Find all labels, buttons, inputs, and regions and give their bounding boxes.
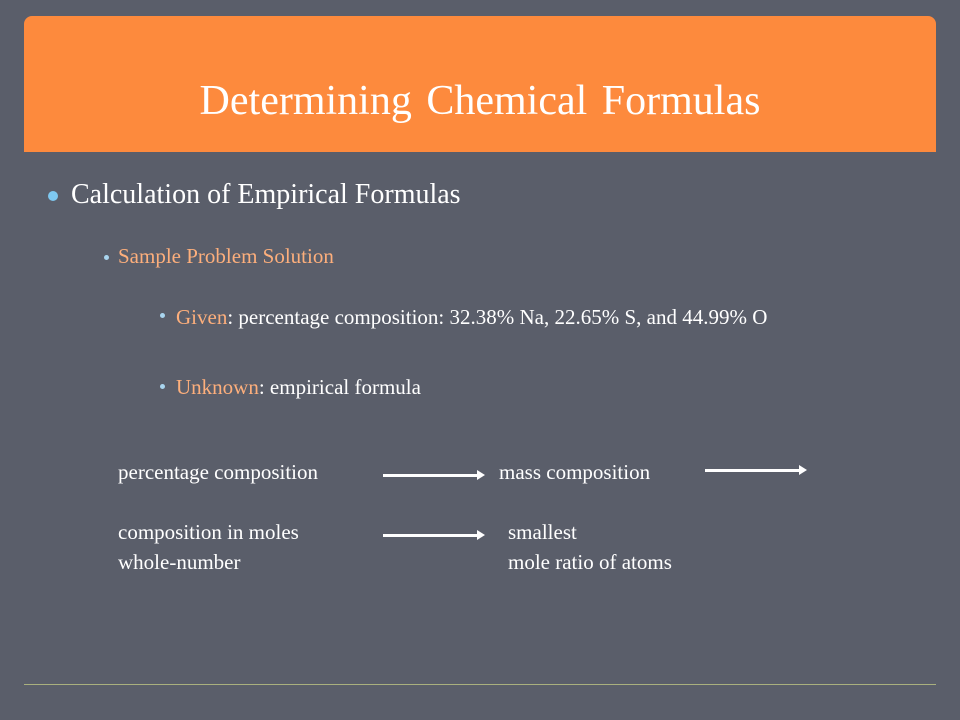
unknown-text: : empirical formula	[258, 375, 421, 399]
bullet-dot-given	[160, 313, 165, 318]
arrow-right-icon	[705, 469, 801, 472]
bullet-given	[176, 304, 896, 330]
footer-divider	[24, 684, 936, 685]
bullet-sample-problem: Sample Problem Solution	[118, 244, 334, 268]
flow-percentage-composition: percentage composition	[118, 460, 319, 484]
bullet-unknown	[176, 375, 421, 400]
title-bar	[24, 16, 936, 152]
flow-composition-in-moles: composition in moles	[118, 520, 299, 544]
bullet-dot-level2	[104, 255, 109, 260]
unknown-label: Unknown	[176, 375, 259, 399]
bullet-dot-level1	[48, 191, 58, 201]
flow-mole-ratio: mole ratio of atoms	[508, 550, 672, 574]
bullet-calculation: Calculation of Empirical Formulas	[71, 179, 461, 210]
bullet-dot-unknown	[160, 384, 165, 389]
arrow-right-icon	[383, 534, 479, 537]
given-label: Given	[176, 305, 228, 329]
flow-smallest: smallest	[508, 520, 577, 544]
flow-whole-number: whole-number	[118, 550, 241, 574]
flow-mass-composition: mass composition	[499, 460, 651, 484]
given-text: : percentage composition: 32.38% Na, 22.65% S, and 44.99% O	[227, 305, 768, 329]
slide-title: Determining Chemical Formulas	[199, 78, 761, 124]
arrow-right-icon	[383, 474, 479, 477]
